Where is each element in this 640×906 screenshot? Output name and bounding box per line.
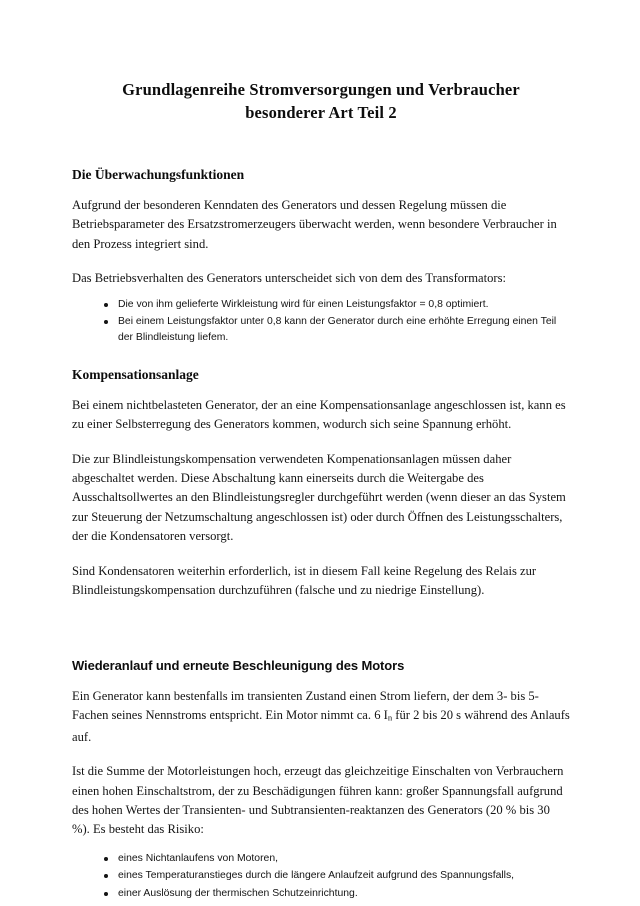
paragraph-generator-transient	[72, 687, 570, 748]
paragraph-sind-kondensatoren: Sind Kondensatoren weiterhin erforderlich, ist in diesem Fall keine Regelung des Relais zur Blindleistungskompensation durchzuführen (falsche und zu niedrige Einstellung).	[72, 563, 537, 598]
paragraph-blindleistungskompensation: Die zur Blindleistungskompensation verwendeten Kompenationsanlagen müssen daher abgeschaltet werden. Diese Abschaltung kann einerseits durch die Weitergabe des Ausschaltsollwertes an den Blindleistungsregler durchgeführt werden (wenn dieser an das System zur Steuerung der Netzumschaltung angeschlossen ist) oder durch Öffnen des Leistungsschalters, der die Kondensatoren versorgt.	[72, 451, 566, 544]
paragraph-summe-motorleistungen: Ist die Summe der Motorleistungen hoch, erzeugt das gleichzeitige Einschalten von Verbrauchern einen hohen Einschaltstrom, der zu Beschädigungen führen kann: großer Spannungsfall aufgrund des hohen Wertes der Transienten- und Subtransienten-reaktanzen des Generators (20 % bis 30 %). Es besteht das Risiko:	[72, 764, 564, 837]
document-title-line-2: besonderer Art Teil 2	[245, 103, 397, 122]
list-item: eines Nichtanlaufens von Motoren,	[72, 851, 570, 867]
paragraph-aufgrund-kenndaten: Aufgrund der besonderen Kenndaten des Generators und dessen Regelung müssen die Betriebsparameter des Ersatzstromerzeugers überwacht werden, wenn besondere Verbraucher in den Prozess integriert sind.	[72, 198, 557, 251]
paragraph-nichtbelasteter-generator: Bei einem nichtbelasteten Generator, der an eine Kompensationsanlage angeschlossen ist, kann es zu einer Selbsterregung des Generators kommen, wodurch sich seine Spannung erhöht.	[72, 397, 566, 432]
bullet-list-generator-eigenschaften	[72, 297, 570, 347]
paragraph-generator-transient-part1: Ein Generator kann bestenfalls im transienten Zustand einen Strom liefern, der dem 3- bis 5-Fachen seines Nennstroms entspricht. Ein Motor nimmt ca. 6 I	[72, 688, 539, 722]
section-heading-uberwachungsfunktionen: Die Überwachungsfunktionen	[72, 167, 245, 182]
document-title-line-1: Grundlagenreihe Stromversorgungen und Verbraucher	[122, 80, 520, 99]
list-item: Bei einem Leistungsfaktor unter 0,8 kann der Generator durch eine erhöhte Erregung einen Teil der Blindleistung liefem.	[72, 314, 570, 347]
nennstrom-subscript: n	[387, 712, 393, 723]
bullet-list-risiken	[72, 851, 570, 902]
document-content	[72, 0, 570, 903]
paragraph-betriebsverhalten: Das Betriebsverhalten des Generators unterscheidet sich von dem des Transformators:	[72, 271, 507, 286]
paragraph-generator-transient-part2: für 2 bis 20 s während des Anlaufs auf.	[72, 707, 570, 744]
list-item: einer Auslösung der thermischen Schutzeinrichtung.	[72, 886, 570, 902]
document-title	[72, 0, 570, 124]
section-heading-wiederanlauf: Wiederanlauf und erneute Beschleunigung des Motors	[72, 657, 405, 673]
list-item: eines Temperaturanstieges durch die längere Anlaufzeit aufgrund des Spannungsfalls,	[72, 868, 570, 884]
list-item: Die von ihm gelieferte Wirkleistung wird für einen Leistungsfaktor = 0,8 optimiert.	[72, 297, 570, 313]
section-heading-kompensationsanlage: Kompensationsanlage	[72, 366, 199, 382]
